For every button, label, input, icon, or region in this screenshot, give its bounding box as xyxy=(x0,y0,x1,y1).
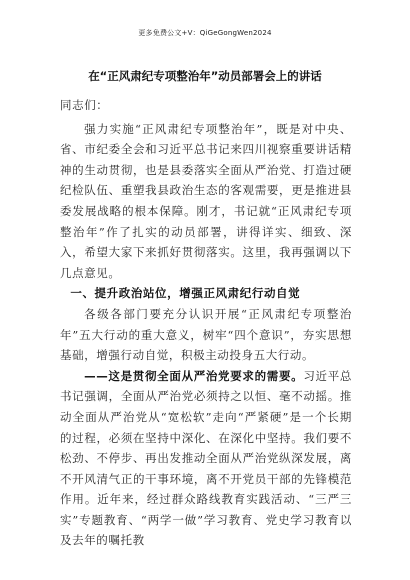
document-body xyxy=(60,95,352,551)
paragraph-section1: 各级各部门要充分认识开展“正风肃纪专项整治年”五大行动的重大意义，树牢“四个意识”，夯实思想基础，增强行动自觉，积极主动投身五大行动。 xyxy=(60,306,352,363)
paragraph-requirement-body: 习近平总书记强调，全面从严治党必须持之以恒、毫不动摇。推动全面从严治党从“宽松软”走向“严紧硬”是一个长期的过程，必须在坚持中深化、在深化中坚持。我们要不松劲、不停步、再出发推动全面从严治党纵深发展，离不开风清气正的干事环境，离不开党员干部的先锋模范作用。近年来，经过群众路线教育实践活动、“三严三实”专题教育、“两学一做”学习教育、党史学习教育以及去年的嘱托教 xyxy=(60,368,352,548)
promo-header-note: 更多免费公文+V：QiGeGongWen2024 xyxy=(138,29,272,37)
paragraph-intro: 强力实施“正风肃纪专项整治年”，既是对中央、省、市纪委全会和习近平总书记来四川视察重要讲话精神的生动贯彻，也是县委落实全面从严治党、打造过硬纪检队伍、重塑我县政治生态的客观需要，更是推进县委发展战略的根本保障。刚才，书记就“正风肃纪专项整治年”作了扎实的动员部署，讲得详实、细致、深入，希望大家下来抓好贯彻落实。这里，我再强调以下几点意见。 xyxy=(60,121,352,280)
paragraph-lead: ——这是贯彻全面从严治党要求的需要。 xyxy=(84,368,304,383)
section-heading-1: 一、提升政治站位，增强正风肃纪行动自觉 xyxy=(70,286,301,301)
salutation: 同志们： xyxy=(60,98,109,112)
paragraph-requirement xyxy=(60,366,352,551)
document-title: 在“正风肃纪专项整治年”动员部署会上的讲话 xyxy=(88,69,322,83)
